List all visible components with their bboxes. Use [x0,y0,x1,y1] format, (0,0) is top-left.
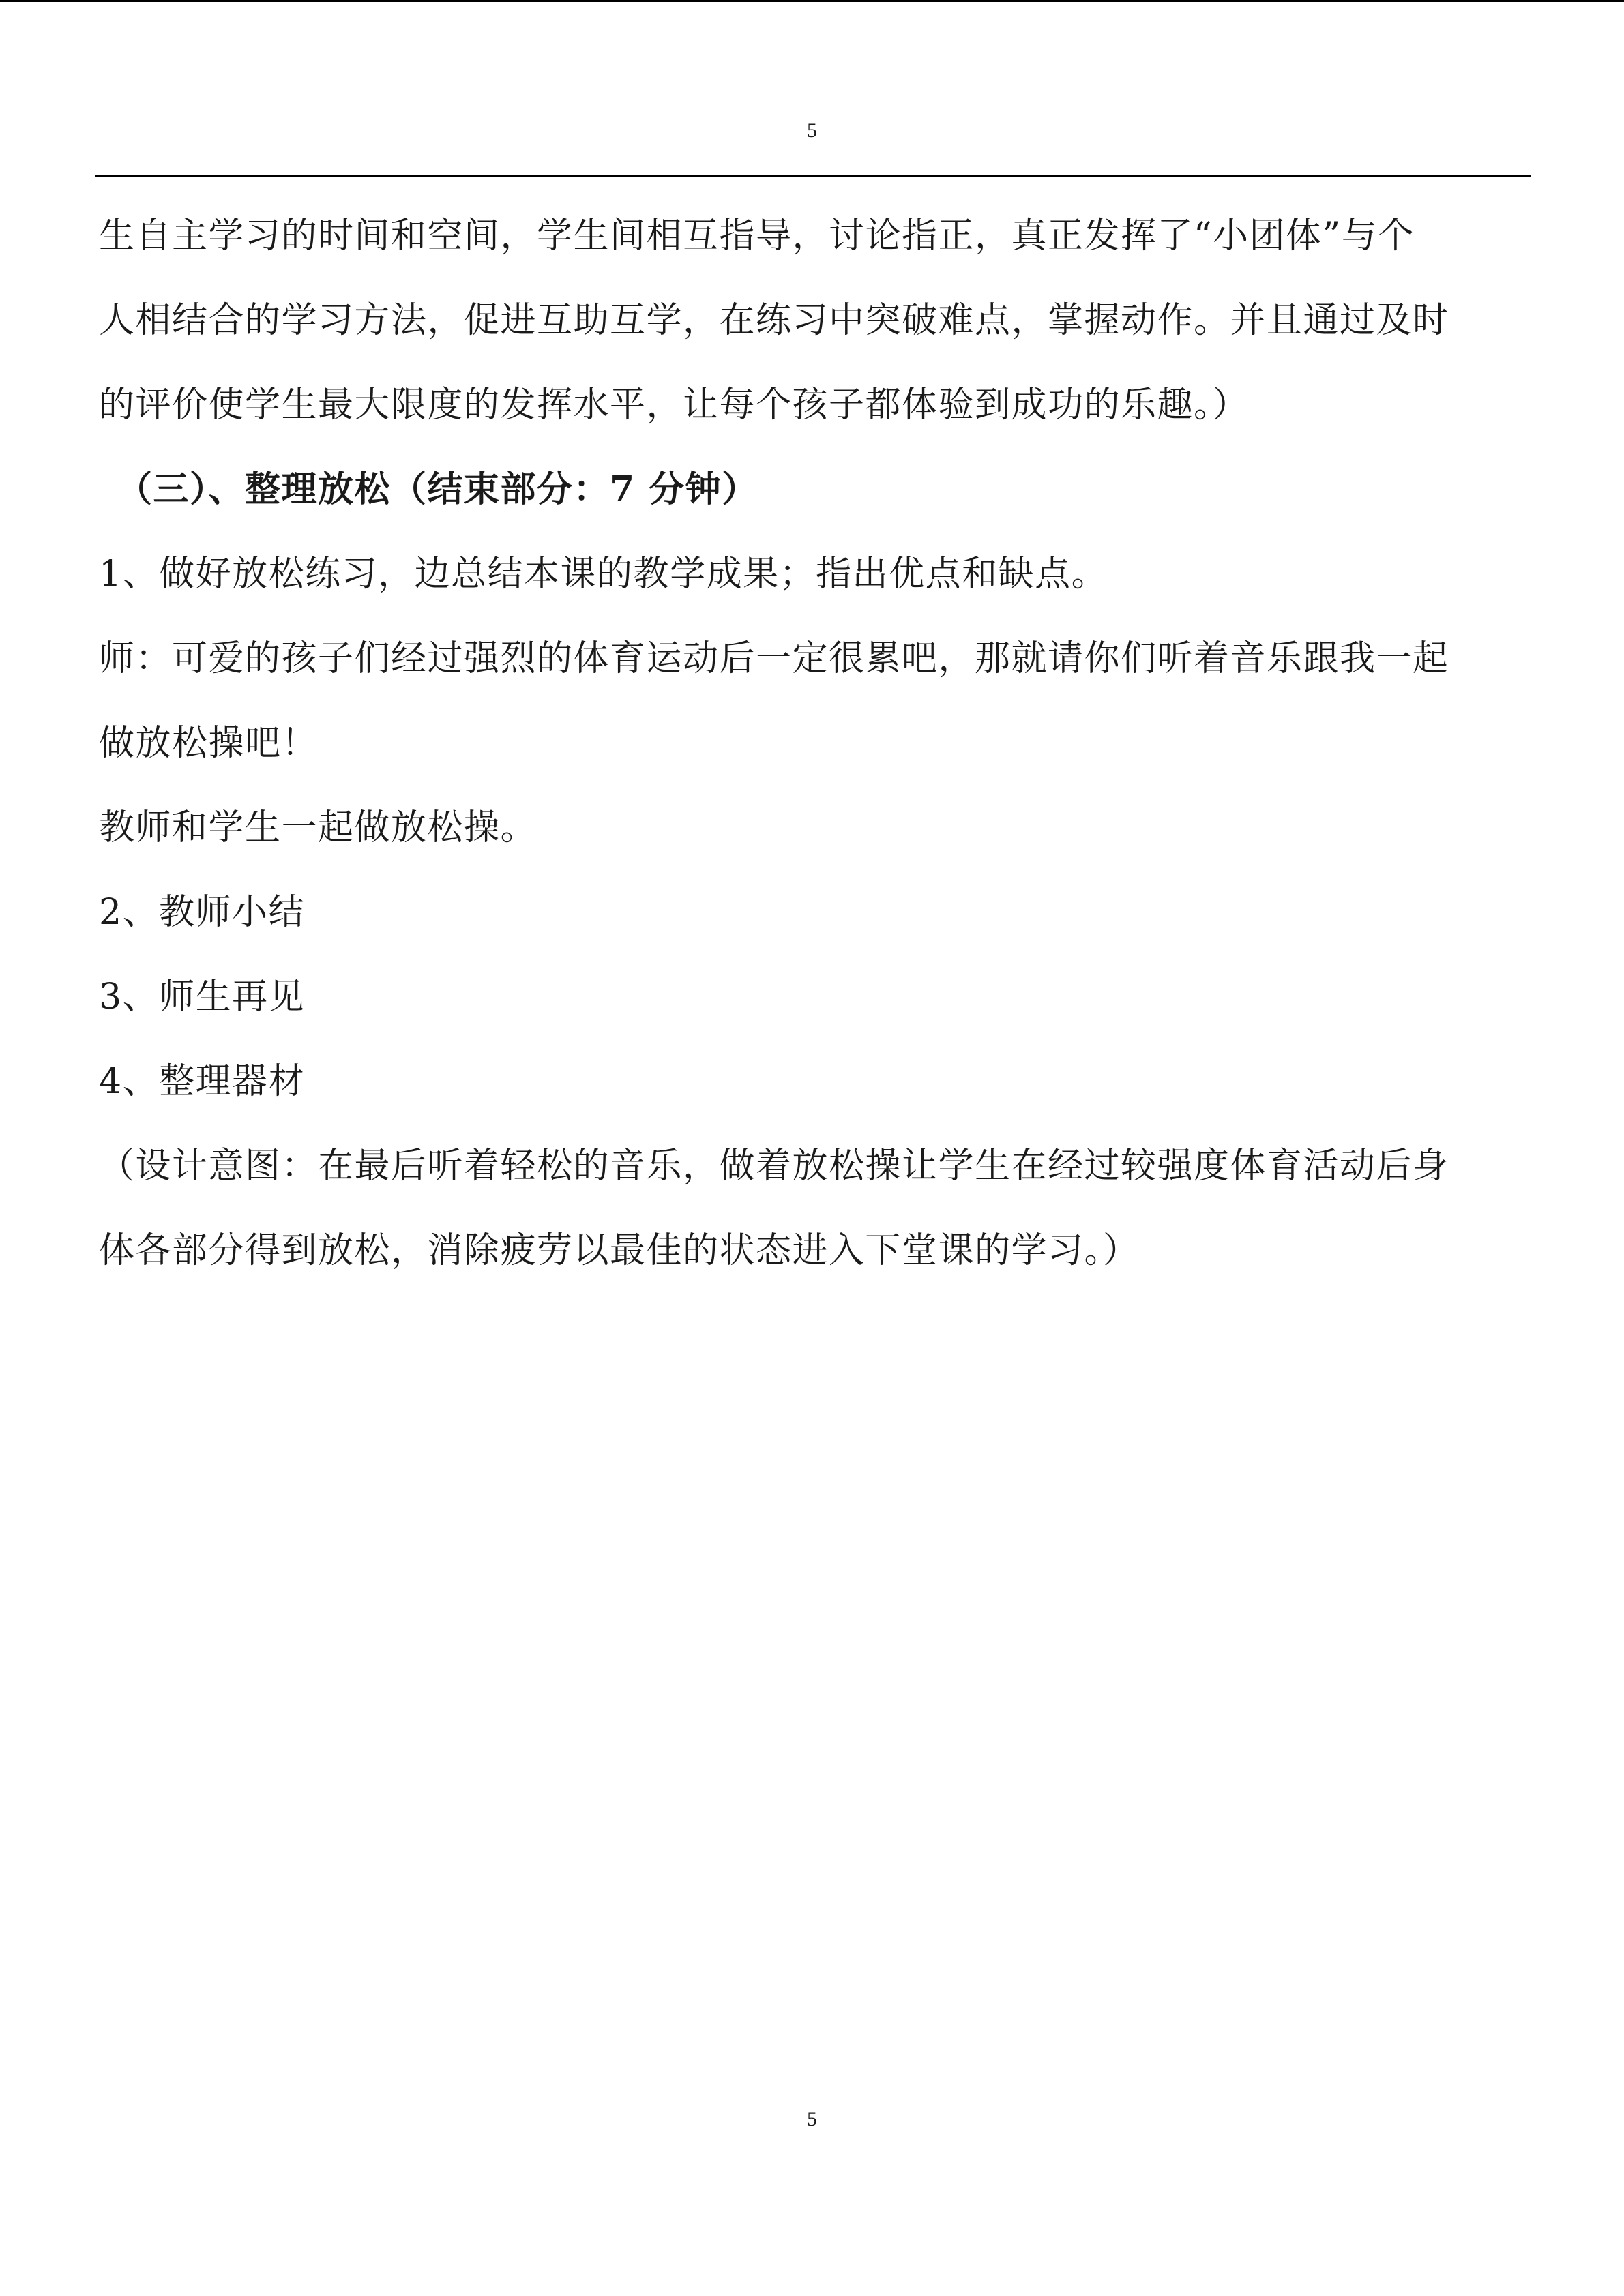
page-top-border [0,0,1624,2]
design-intent-line: （设计意图：在最后听着轻松的音乐，做着放松操让学生在经过较强度体育活动后身 [99,1146,1449,1187]
paragraph-line: 生自主学习的时间和空间，学生间相互指导，讨论指正，真正发挥了“小团体”与个 [99,215,1415,256]
paragraph-line: 教师和学生一起做放松操。 [99,807,537,848]
paragraph-line: 的评价使学生最大限度的发挥水平，让每个孩子都体验到成功的乐趣。） [99,385,1250,426]
paragraph-line: 做放松操吧！ [99,723,319,764]
paragraph-line: 师：可爱的孩子们经过强烈的体育运动后一定很累吧，那就请你们听着音乐跟我一起 [99,638,1449,679]
header-page-number: 5 [807,119,817,142]
list-item: 3、师生再见 [99,976,306,1017]
document-body [99,194,1531,1293]
list-item: 4、整理器材 [99,1061,306,1102]
header-rule [95,175,1531,177]
section-heading: （三）、整理放松（结束部分：7 分钟） [117,468,758,510]
list-item: 1、做好放松练习，边总结本课的教学成果；指出优点和缺点。 [99,554,1108,595]
design-intent-line: 体各部分得到放松，消除疲劳以最佳的状态进入下堂课的学习。） [99,1230,1140,1271]
list-item: 2、教师小结 [99,892,306,933]
footer-page-number: 5 [807,2108,817,2130]
paragraph-line: 人相结合的学习方法，促进互助互学，在练习中突破难点，掌握动作。并且通过及时 [99,300,1449,341]
